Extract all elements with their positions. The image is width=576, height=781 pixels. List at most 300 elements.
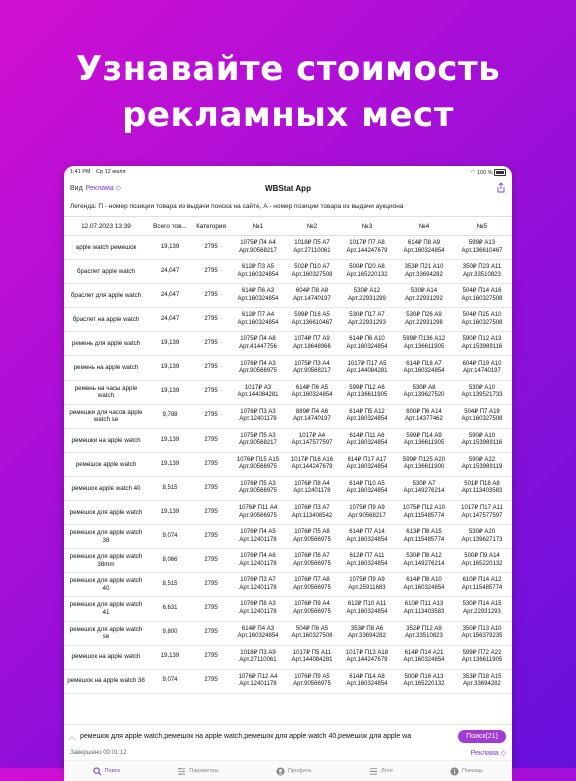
position-cell[interactable] [286,332,338,356]
status-bar [64,166,512,178]
query-cell: ремешок apple watch 40 [64,476,148,500]
article-number: Арт.160324854 [346,464,388,471]
position-cell[interactable] [396,452,452,476]
article-number: Арт.165220132 [403,681,445,688]
article-number: Арт.149276214 [403,488,445,495]
total-cell: 9,074 [148,669,192,693]
article-number: Арт.160324854 [346,440,388,447]
article-number: Арт.160324854 [346,681,388,688]
article-number: Арт.160324854 [237,271,279,278]
category-cell: 2795 [192,332,230,356]
position-cell[interactable] [338,573,396,597]
price-position: 350₽ П23 А11 [462,264,502,271]
table-row[interactable] [64,501,512,525]
price-position: 1076₽ П3 А7 [294,505,330,512]
article-number: Арт.90566975 [293,536,331,543]
position-cell[interactable] [452,597,512,621]
price-position: 889₽ П4 А6 [295,408,329,415]
article-number: Арт.33510823 [405,633,443,640]
position-cell[interactable] [230,260,286,284]
table-row[interactable] [64,332,512,356]
price-position: 1076₽ П4 А5 [240,529,276,536]
article-number: Арт.136611905 [346,392,388,399]
column-header[interactable]: Категория [192,217,230,236]
article-number: Арт.113403583 [461,488,503,495]
position-cell[interactable] [396,332,452,356]
column-header[interactable]: 12.07.2023 13:39 [64,217,148,236]
query-cell: apple watch ремешок [64,236,148,260]
article-number: Арт.160327508 [291,633,333,640]
category-cell: 2795 [192,501,230,525]
position-cell[interactable] [452,525,512,549]
position-cell[interactable] [286,549,338,573]
position-cell[interactable] [286,356,338,380]
position-cell[interactable] [286,501,338,525]
query-cell: ремешки на apple watch [64,428,148,452]
total-cell: 9,800 [148,621,192,645]
price-position: 1075₽ П9 А9 [349,505,385,512]
price-position: 1076₽ П5 А3 [240,480,276,487]
total-cell: 8,515 [148,476,192,500]
position-cell[interactable] [230,645,286,669]
position-cell[interactable] [230,549,286,573]
price-position: 1074₽ П7 А9 [294,336,330,343]
position-cell[interactable] [396,476,452,500]
table-row[interactable] [64,260,512,284]
total-cell: 6,631 [148,597,192,621]
position-cell[interactable] [452,549,512,573]
position-cell[interactable] [396,380,452,404]
table-row[interactable] [64,597,512,621]
position-cell[interactable] [338,525,396,549]
position-cell[interactable] [230,428,286,452]
price-position: 614₽ П6 А10 [349,336,385,343]
query-cell: ремень на apple watch [64,356,148,380]
position-cell[interactable] [286,525,338,549]
position-cell[interactable] [286,380,338,404]
article-number: Арт.147577597 [291,440,333,447]
article-number: Арт.90566975 [239,464,277,471]
query-cell: ремешок для apple watch 38mm [64,549,148,573]
column-header[interactable]: №3 [338,217,396,236]
total-cell: 19,139 [148,236,192,260]
column-header[interactable]: №5 [452,217,512,236]
position-cell[interactable] [396,621,452,645]
position-cell[interactable] [338,260,396,284]
chevron-up-icon[interactable]: ︿ [68,731,76,741]
price-position: 1076₽ П9 А4 [294,601,330,608]
search-button[interactable]: Поиск(21) [458,730,506,743]
price-position: 501₽ П18 А8 [464,480,500,487]
price-position: 1076₽ П8 А4 [294,480,330,487]
article-number: Арт.33510823 [463,271,501,278]
price-position: 614₽ П6 А5 [295,384,329,391]
price-position: 590₽ П12 А13 [462,336,502,343]
status-time: 1:41 PM [70,169,91,175]
total-cell: 9,074 [148,525,192,549]
position-cell[interactable] [396,356,452,380]
position-cell[interactable] [396,573,452,597]
article-number: Арт.160327508 [291,271,333,278]
article-number: Арт.139521733 [461,392,503,399]
position-cell[interactable] [230,236,286,260]
position-cell[interactable] [286,597,338,621]
position-cell[interactable] [396,260,452,284]
price-position: 530₽ А10 [468,384,496,391]
position-cell[interactable] [286,284,338,308]
column-header[interactable]: №2 [286,217,338,236]
price-position: 614₽ П4 А3 [241,625,275,632]
table-row[interactable] [64,621,512,645]
search-query-input[interactable]: ремешок для apple watch,ремешок на apple watch,ремешок для apple watch 40,ремешок для apple wa [80,732,412,740]
category-cell: 2795 [192,669,230,693]
position-cell[interactable] [338,236,396,260]
article-number: Арт.160324854 [346,608,388,615]
position-cell[interactable] [338,356,396,380]
position-cell[interactable] [396,284,452,308]
price-position: 614₽ П8 А10 [406,577,442,584]
tab-help[interactable] [450,767,483,776]
article-number: Арт.27110061 [239,657,277,664]
price-position: 500₽ П16 А13 [404,673,444,680]
price-position: 612₽ П7 А11 [349,553,385,560]
price-position: 1076₽ П4 А3 [240,360,276,367]
article-number: Арт.136610467 [461,247,503,254]
price-position: 613₽ П8 А15 [406,529,442,536]
position-cell[interactable] [230,621,286,645]
position-cell[interactable] [396,428,452,452]
article-number: Арт.160324854 [403,657,445,664]
tab-profile[interactable] [276,767,312,776]
category-cell: 2795 [192,645,230,669]
category-cell: 2795 [192,404,230,428]
position-cell[interactable] [338,308,396,332]
position-cell[interactable] [396,236,452,260]
position-cell[interactable] [338,380,396,404]
position-cell[interactable] [396,404,452,428]
price-position: 1076₽ П5 А8 [294,529,330,536]
query-cell: ремень для apple watch [64,332,148,356]
position-cell[interactable] [338,332,396,356]
query-cell: ремешок для apple watch [64,501,148,525]
table-row[interactable] [64,573,512,597]
position-cell[interactable] [452,645,512,669]
query-cell: ремешок для apple watch se [64,621,148,645]
table-row[interactable] [64,549,512,573]
price-position: 1017₽ П17 А11 [461,505,503,512]
query-cell: ремешки для часов apple watch se [64,404,148,428]
position-cell[interactable] [452,669,512,693]
query-cell: ремешок на apple watch [64,645,148,669]
article-number: Арт.153989116 [461,343,503,350]
price-position: 1017₽ А3 [244,384,272,391]
article-number: Арт.12401178 [239,536,277,543]
price-position: 530₽ П8 А12 [406,553,442,560]
position-cell[interactable] [286,428,338,452]
article-number: Арт.136611905 [461,657,503,664]
position-cell[interactable] [286,236,338,260]
position-cell[interactable] [230,308,286,332]
position-cell[interactable] [338,549,396,573]
article-number: Арт.90568217 [239,440,277,447]
position-cell[interactable] [452,501,512,525]
position-cell[interactable] [396,645,452,669]
position-cell[interactable] [230,501,286,525]
table-row[interactable] [64,669,512,693]
position-cell[interactable] [452,236,512,260]
position-cell[interactable] [230,525,286,549]
position-cell[interactable] [230,597,286,621]
article-number: Арт.160327508 [461,416,503,423]
position-cell[interactable] [452,404,512,428]
share-icon[interactable] [496,182,506,193]
price-position: 1076₽ П12 А4 [238,673,278,680]
article-number: Арт.33694282 [348,633,386,640]
list-icon [369,767,378,776]
category-cell: 2795 [192,284,230,308]
search-bar [64,724,512,747]
table-row[interactable] [64,308,512,332]
category-cell: 2795 [192,573,230,597]
article-number: Арт.90568217 [239,247,277,254]
price-position: 610₽ П14 А12 [462,577,502,584]
article-number: Арт.33694282 [463,681,501,688]
article-number: Арт.160324854 [403,584,445,591]
table-row[interactable] [64,404,512,428]
position-cell[interactable] [338,597,396,621]
position-cell[interactable] [396,549,452,573]
position-cell[interactable] [286,669,338,693]
price-position: 530₽ П26 А9 [406,312,442,319]
position-cell[interactable] [286,452,338,476]
position-cell[interactable] [230,380,286,404]
total-cell: 19,139 [148,501,192,525]
article-number: Арт.147577597 [461,512,503,519]
article-number: Арт.41447756 [239,343,277,350]
position-cell[interactable] [286,645,338,669]
category-cell: 2795 [192,476,230,500]
price-position: 612₽ П7 А4 [241,312,275,319]
price-position: 1017₽ П7 А8 [349,240,385,247]
position-cell[interactable] [452,621,512,645]
query-cell: ремень на часы apple watch [64,380,148,404]
position-cell[interactable] [396,597,452,621]
price-position: 590₽ А10 [468,432,496,439]
tab-logs-label: Логи [380,768,393,774]
query-cell: ремешок apple watch [64,452,148,476]
price-position: 353₽ П18 А15 [462,673,502,680]
article-number: Арт.160324854 [237,633,279,640]
price-position: 599₽ П136 А12 [402,336,446,343]
position-cell[interactable] [338,404,396,428]
position-cell[interactable] [338,476,396,500]
price-position: 614₽ П11 А6 [349,432,385,439]
article-number: Арт.153989116 [461,440,503,447]
position-cell[interactable] [230,476,286,500]
article-number: Арт.160324854 [346,416,388,423]
position-cell[interactable] [286,476,338,500]
article-number: Арт.14740197 [463,368,501,375]
headline-line-2: рекламных мест [122,95,454,135]
article-number: Арт.160324854 [403,368,445,375]
total-cell: 24,047 [148,284,192,308]
position-cell[interactable] [452,452,512,476]
position-cell[interactable] [286,260,338,284]
category-cell: 2795 [192,356,230,380]
table-row[interactable] [64,476,512,500]
article-number: Арт.115485774 [403,536,445,543]
tab-settings[interactable] [177,767,218,776]
position-cell[interactable] [338,284,396,308]
article-number: Арт.14377462 [405,416,443,423]
price-position: 1018₽ П5 А7 [294,240,330,247]
status-date: Ср 12 июля [96,169,126,175]
price-position: 590₽ А22 [468,456,496,463]
total-cell: 24,047 [148,308,192,332]
price-position: 614₽ П14 А8 [349,673,385,680]
position-cell[interactable] [230,284,286,308]
position-cell[interactable] [452,308,512,332]
table-row[interactable] [64,452,512,476]
price-position: 614₽ П10 А5 [349,480,385,487]
price-position: 353₽ П8 А6 [350,625,384,632]
ads-selector[interactable]: Реклама ◇ [470,750,506,757]
article-number: Арт.144084281 [237,392,279,399]
position-cell[interactable] [452,380,512,404]
price-position: 500₽ П20 А8 [349,264,385,271]
column-header[interactable]: Всего тов... [148,217,192,236]
query-cell: ремешок для apple watch 38 [64,525,148,549]
price-position: 612₽ П3 А5 [241,264,275,271]
position-cell[interactable] [452,284,512,308]
position-cell[interactable] [338,669,396,693]
article-number: Арт.22931293 [348,319,386,326]
info-icon [450,767,459,776]
article-number: Арт.136611905 [403,343,445,350]
total-cell: 8,515 [148,573,192,597]
article-number: Арт.144247679 [346,657,388,664]
price-position: 612₽ П10 А11 [347,601,387,608]
price-position: 504₽ П25 А10 [462,312,502,319]
position-cell[interactable] [286,621,338,645]
table-row[interactable] [64,380,512,404]
table-row[interactable] [64,525,512,549]
total-cell: 19,139 [148,380,192,404]
price-position: 1018₽ П3 А9 [240,649,276,656]
position-cell[interactable] [286,404,338,428]
position-cell[interactable] [338,452,396,476]
price-position: 1076₽ П11 А4 [238,505,278,512]
article-number: Арт.165220132 [461,560,503,567]
article-number: Арт.90566975 [239,512,277,519]
price-position: 504₽ П7 А19 [464,408,500,415]
query-cell: браслет для apple watch [64,284,148,308]
article-number: Арт.90566975 [293,560,331,567]
price-position: 600₽ П6 А14 [406,408,442,415]
position-cell[interactable] [452,428,512,452]
column-header[interactable]: №1 [230,217,286,236]
price-position: 1076₽ П4 А6 [240,553,276,560]
column-header[interactable]: №4 [396,217,452,236]
position-cell[interactable] [230,573,286,597]
position-cell[interactable] [452,573,512,597]
article-number: Арт.165220132 [346,271,388,278]
tab-search[interactable] [93,767,120,776]
table-row[interactable] [64,356,512,380]
price-position: 1076₽ П8 А3 [240,601,276,608]
tab-bar [64,760,512,781]
article-number: Арт.115485774 [403,512,445,519]
position-cell[interactable] [338,428,396,452]
table-row[interactable] [64,236,512,260]
price-position: 530₽ А20 [468,529,496,536]
price-position: 599₽ П16 А5 [294,312,330,319]
position-cell[interactable] [452,356,512,380]
position-cell[interactable] [230,356,286,380]
table-row[interactable] [64,284,512,308]
article-number: Арт.144084281 [291,657,333,664]
price-position: 614₽ П18 А7 [406,360,442,367]
article-number: Арт.22931293 [463,608,501,615]
tab-profile-label: Профиль [287,768,312,774]
article-number: Арт.12401178 [293,488,331,495]
price-position: 1076₽ П3 А3 [240,408,276,415]
view-selector[interactable]: Реклама ◇ [85,185,122,192]
price-position: 530₽ А7 [412,480,436,487]
position-cell[interactable] [230,669,286,693]
table-row[interactable] [64,428,512,452]
position-cell[interactable] [230,404,286,428]
battery-icon [494,169,506,176]
position-cell[interactable] [338,621,396,645]
article-number: Арт.90568217 [348,512,386,519]
position-cell[interactable] [396,669,452,693]
position-cell[interactable] [338,501,396,525]
article-number: Арт.90566975 [293,608,331,615]
position-cell[interactable] [230,452,286,476]
article-number: Арт.153989119 [461,464,503,471]
position-cell[interactable] [286,573,338,597]
position-cell[interactable] [338,645,396,669]
position-cell[interactable] [452,476,512,500]
total-cell: 19,139 [148,428,192,452]
price-position: 1076₽ П3 А7 [240,577,276,584]
price-position: 350₽ П13 А10 [462,625,502,632]
position-cell[interactable] [452,260,512,284]
price-position: 530₽ А8 [412,384,436,391]
price-position: 1076₽ П9 А5 [294,673,330,680]
tab-logs[interactable] [369,767,393,776]
position-cell[interactable] [396,525,452,549]
position-cell[interactable] [230,332,286,356]
position-cell[interactable] [452,332,512,356]
price-position: 530₽ П14 А15 [462,601,502,608]
position-cell[interactable] [286,308,338,332]
query-cell: ремешок на apple watch 38 [64,669,148,693]
total-cell: 19,139 [148,332,192,356]
price-position: 604₽ П19 А10 [462,360,502,367]
article-number: Арт.33694282 [405,271,443,278]
category-cell: 2795 [192,236,230,260]
position-cell[interactable] [396,501,452,525]
price-position: 1017₽ А4 [298,432,326,439]
price-position: 604₽ П8 А8 [295,288,329,295]
price-position: 614₽ П7 А14 [349,529,385,536]
price-position: 1076₽ П6 А7 [294,553,330,560]
position-cell[interactable] [396,308,452,332]
table-row[interactable] [64,645,512,669]
category-cell: 2795 [192,380,230,404]
